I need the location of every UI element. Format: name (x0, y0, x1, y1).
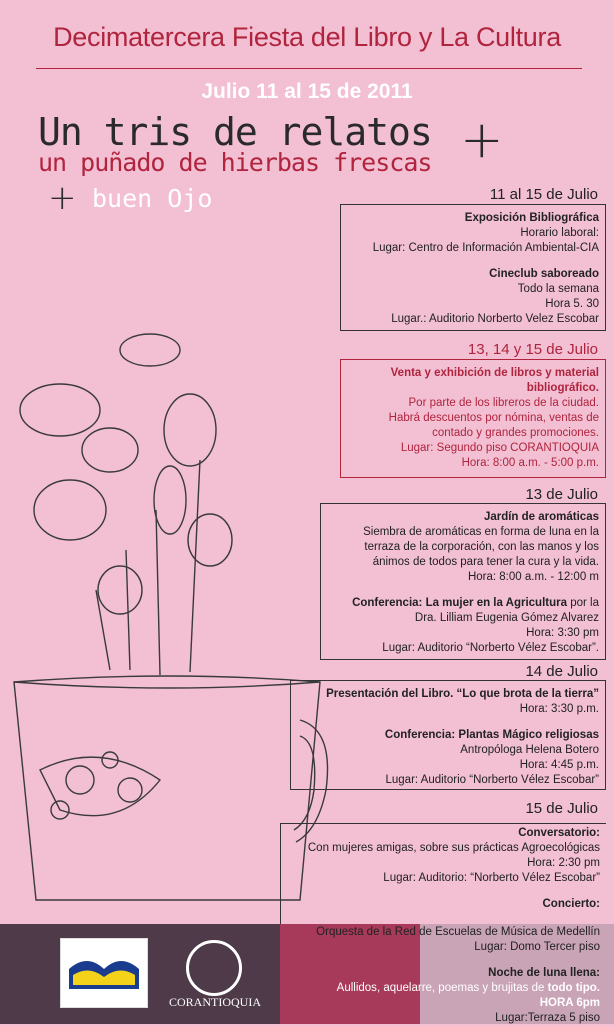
event-title: Presentación del Libro. “Lo que brota de la tierra” (326, 688, 599, 700)
headline-buen-ojo: buen Ojo (92, 184, 213, 213)
event-box (340, 204, 606, 331)
event-title: Noche de luna llena: (488, 967, 600, 979)
event-line: Dra. Lilliam Eugenia Gómez Alvarez (414, 612, 599, 624)
event-title: Venta y exhibición de libros y material bibliográfico. (390, 367, 599, 394)
corantioquia-logo-text: CORANTIOQUIA (169, 995, 261, 1009)
event-line: terraza de la corporación, con las manos y los (364, 541, 599, 553)
event-line: contado y grandes promociones. (432, 427, 599, 439)
title-divider (36, 68, 582, 69)
event-box (280, 823, 606, 924)
event-line: Aullidos (336, 982, 377, 994)
event-line: Lugar:Terraza 5 piso (495, 1012, 600, 1024)
event-line: Lugar: Centro de Información Ambiental-CIA (372, 242, 599, 254)
event-line: , aquelarre (376, 982, 432, 994)
event-line: , poemas y brujitas de (431, 982, 548, 994)
event-title: Conferencia: Plantas Mágico religiosas (384, 729, 599, 741)
event-line: Hora 5. 30 (545, 298, 599, 310)
event-line: Por parte de los libreros de la ciudad. (408, 397, 599, 409)
event-line: Todo la semana (517, 283, 599, 295)
event-title: Jardín de aromáticas (483, 511, 599, 523)
event-line: Habrá descuentos por nómina, ventas de (388, 412, 599, 424)
page-title: Decimatercera Fiesta del Libro y La Cultura (53, 22, 561, 52)
event-title: Cineclub saboreado (489, 268, 599, 280)
section-heading: 13 de Julio (525, 486, 598, 503)
plus-sign: + (48, 178, 77, 218)
event-title: Exposición Bibliográfica (464, 212, 599, 224)
event-line: Hora: 4:45 p.m. (519, 759, 599, 771)
corantioquia-logo-icon (186, 940, 242, 996)
section-heading: 11 al 15 de Julio (489, 186, 598, 203)
event-line: Hora: 8:00 a.m. - 5:00 p.m. (461, 457, 599, 469)
event-line: por la (570, 597, 599, 609)
event-line: Siembra de aromáticas en forma de luna en la (363, 526, 599, 538)
plus-sign: + (460, 110, 504, 170)
event-box (340, 359, 606, 478)
section-heading: 15 de Julio (525, 800, 598, 817)
headline-hierbas: un puñado de hierbas frescas (38, 148, 432, 177)
event-line: Horario laboral: (520, 227, 599, 239)
event-title: Conversatorio: (518, 827, 600, 839)
event-line: Lugar: Auditorio: “Norberto Vélez Escobar” (383, 872, 600, 884)
event-line: Hora: 3:30 p.m. (519, 703, 599, 715)
section-heading: 14 de Julio (525, 663, 598, 680)
event-box (290, 680, 606, 790)
event-line: Lugar: Segundo piso CORANTIOQUIA (400, 442, 599, 454)
event-title: Concierto: (542, 898, 600, 910)
section-heading: 13, 14 y 15 de Julio (467, 341, 598, 358)
event-line: ánimos de todos para tener la cura y la vida. (372, 556, 599, 568)
event-line: Orquesta de la Red de Escuelas de Música de Medellín (316, 926, 600, 938)
event-line: HORA 6pm (539, 997, 600, 1009)
event-line: Lugar: Auditorio “Norberto Vélez Escobar”. (382, 642, 599, 654)
event-line: Con mujeres amigas, sobre sus prácticas Agroecológicas (307, 842, 600, 854)
event-line: todo tipo. (547, 982, 600, 994)
event-line: Antropóloga Helena Botero (460, 744, 599, 756)
event-line: Hora: 3:30 pm (526, 627, 599, 639)
headline-relatos: Un tris de relatos (38, 110, 432, 154)
event-line: Lugar.: Auditorio Norberto Velez Escobar (391, 313, 599, 325)
event-line: Lugar: Domo Tercer piso (474, 941, 600, 953)
cia-logo (60, 938, 148, 1008)
event-dates: Julio 11 al 15 de 2011 (201, 80, 413, 103)
event-title: Conferencia: La mujer en la Agricultura (352, 597, 568, 609)
event-line: Hora: 2:30 pm (527, 857, 600, 869)
event-line: Hora: 8:00 a.m. - 12:00 m (467, 571, 599, 583)
event-box (320, 503, 606, 660)
mug-plant-illustration (0, 290, 340, 910)
event-box-footer (280, 925, 606, 1026)
event-line: Lugar: Auditorio “Norberto Vélez Escobar” (385, 774, 599, 786)
